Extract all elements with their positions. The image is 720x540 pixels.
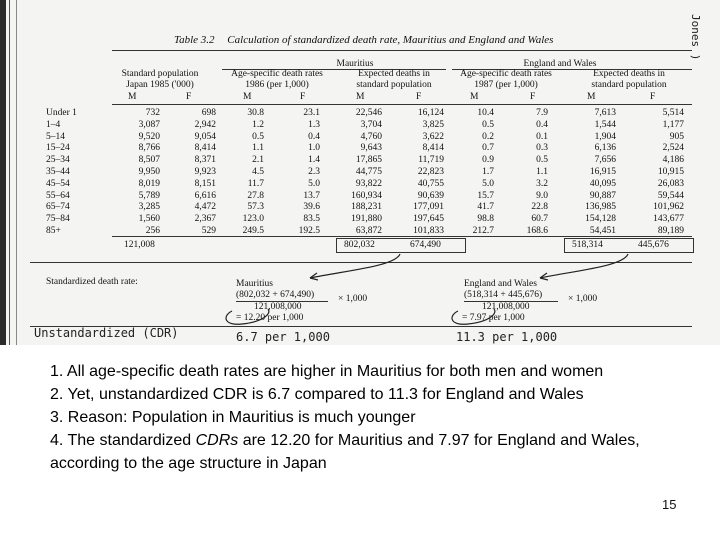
table-cell: 10,915: [657, 167, 684, 177]
table-cell: 2,942: [194, 119, 216, 130]
table-cell: 154,128: [585, 214, 616, 225]
table-cell: 40,095: [589, 178, 616, 189]
table-cell: 2,367: [194, 214, 216, 225]
table-cell: 732: [145, 108, 160, 118]
point-4-start: 4. The standardized: [50, 432, 196, 449]
col-m: M: [470, 92, 479, 102]
col-f: F: [300, 92, 306, 102]
point-2: 2. Yet, unstandardized CDR is 6.7 compared to 11.3 for England and Wales: [50, 386, 584, 403]
table-cell: 101,962: [653, 202, 684, 213]
table-cell: 6,616: [194, 190, 216, 201]
total-ew-m: 518,314: [572, 240, 603, 250]
total-maur-m: 802,032: [344, 240, 375, 250]
table-cell: 7.9: [536, 108, 548, 118]
table-cell: 44,775: [355, 167, 382, 177]
table-cell: 0.4: [308, 131, 320, 142]
col-m: M: [356, 92, 365, 102]
table-cell: 212.7: [472, 226, 494, 236]
row-age-label: 15–24: [46, 143, 70, 154]
row-age-label: 85+: [46, 226, 61, 236]
row-age-label: 5–14: [46, 131, 65, 142]
table-cell: 5.0: [482, 178, 494, 189]
table-cell: 0.5: [482, 119, 494, 130]
col-m: M: [128, 92, 137, 102]
header-ew-rates-1: Age-specific death rates: [460, 69, 552, 79]
row-age-label: 65–74: [46, 202, 70, 213]
table-cell: 8,019: [138, 178, 160, 189]
table-cell: 8,414: [194, 143, 216, 154]
ew-calc-name: England and Wales: [464, 279, 537, 289]
point-4: [50, 429, 700, 475]
table-cell: 1,177: [662, 119, 684, 130]
table-cell: 1.3: [308, 119, 320, 130]
table-cell: 26,083: [657, 178, 684, 189]
header-maur-expected-1: Expected deaths in: [358, 69, 430, 79]
maur-calc-name: Mauritius: [236, 279, 273, 289]
table-cell: 0.4: [536, 119, 548, 130]
table-cell: 4.5: [252, 167, 264, 177]
table-cell: 9,643: [360, 143, 382, 154]
table-cell: 23.1: [303, 108, 320, 118]
row-age-label: 55–64: [46, 190, 70, 201]
table-cell: 2,524: [662, 143, 684, 154]
table-cell: 2.1: [252, 155, 264, 166]
col-f: F: [186, 92, 192, 102]
header-mauritius: Mauritius: [336, 59, 374, 69]
table-cell: 9,054: [194, 131, 216, 142]
header-england-wales: England and Wales: [523, 59, 597, 69]
table-cell: 39.6: [303, 202, 320, 213]
table-cell: 10.4: [477, 108, 494, 118]
row-age-label: 1–4: [46, 119, 61, 130]
row-age-label: 35–44: [46, 167, 70, 177]
table-cell: 3,622: [422, 131, 444, 142]
point-4-end: are 12.20 for Mauritius and 7.97 for England and Wales, according to the age structure in Japan: [50, 432, 640, 472]
table-cell: 54,451: [589, 226, 616, 236]
table-cell: 1,560: [138, 214, 160, 225]
table-cell: 160,934: [351, 190, 382, 201]
table-cell: 16,915: [589, 167, 616, 177]
table-cell: 13.7: [303, 190, 320, 201]
table-cell: 143,677: [653, 214, 684, 225]
col-f: F: [650, 92, 656, 102]
maur-calc-result: = 12.20 per 1,000: [236, 313, 304, 323]
header-maur-rates-2: 1986 (per 1,000): [245, 80, 309, 90]
header-ew-expected-1: Expected deaths in: [593, 69, 665, 79]
row-age-label: 45–54: [46, 178, 70, 189]
table-cell: 5,514: [662, 108, 684, 118]
header-std-pop-1: Standard population: [121, 69, 199, 79]
handwritten-maur-cdr: 6.7 per 1,000: [236, 330, 330, 344]
col-f: F: [530, 92, 536, 102]
handwritten-margin-note: Jones ): [689, 14, 702, 61]
table-cell: 8,414: [422, 143, 444, 154]
table-cell: 192.5: [298, 226, 320, 236]
row-age-label: 25–34: [46, 155, 70, 166]
table-cell: 7,656: [594, 155, 616, 166]
col-m: M: [587, 92, 596, 102]
total-maur-f: 674,490: [410, 240, 441, 250]
sdr-label: Standardized death rate:: [46, 277, 138, 287]
table-cell: 3,825: [422, 119, 444, 130]
table-cell: 8,151: [194, 178, 216, 189]
table-cell: 3,087: [138, 119, 160, 130]
table-cell: 1.2: [252, 119, 264, 130]
table-cell: 1.0: [308, 143, 320, 154]
table-cell: 90,887: [589, 190, 616, 201]
table-cell: 698: [201, 108, 216, 118]
table-caption-text: Calculation of standardized death rate, Mauritius and England and Wales: [227, 34, 554, 46]
table-label: Table 3.2: [174, 34, 215, 46]
table-cell: 8,507: [138, 155, 160, 166]
table-cell: 11,719: [418, 155, 444, 166]
table-cell: 8,371: [194, 155, 216, 166]
ew-calc-result: = 7.97 per 1,000: [462, 313, 525, 323]
header-maur-rates-1: Age-specific death rates: [231, 69, 323, 79]
table-cell: 1,904: [594, 131, 616, 142]
table-cell: 0.3: [536, 143, 548, 154]
col-f: F: [416, 92, 422, 102]
table-cell: 177,091: [413, 202, 444, 213]
table-cell: 0.5: [252, 131, 264, 142]
table-cell: 101,833: [413, 226, 444, 236]
table-cell: 30.8: [247, 108, 264, 118]
table-cell: 4,760: [360, 131, 382, 142]
table-cell: 9,950: [138, 167, 160, 177]
table-cell: 256: [145, 226, 160, 236]
table-cell: 1.1: [536, 167, 548, 177]
col-m: M: [243, 92, 252, 102]
header-ew-expected-2: standard population: [591, 80, 667, 90]
header-maur-expected-2: standard population: [356, 80, 432, 90]
table-cell: 93,822: [355, 178, 382, 189]
table-cell: 9.0: [536, 190, 548, 201]
point-4-italic: CDRs: [195, 432, 239, 449]
table-cell: 40,755: [417, 178, 444, 189]
table-cell: 60.7: [531, 214, 548, 225]
row-age-label: 75–84: [46, 214, 70, 225]
point-3: 3. Reason: Population in Mauritius is much younger: [50, 409, 416, 426]
table-cell: 9,520: [138, 131, 160, 142]
table-cell: 0.5: [536, 155, 548, 166]
table-cell: 1,544: [594, 119, 616, 130]
table-cell: 1.7: [482, 167, 494, 177]
ew-calc-denominator: 121,008,000: [482, 302, 530, 312]
table-cell: 123.0: [242, 214, 264, 225]
table-cell: 0.1: [536, 131, 548, 142]
table-cell: 1.1: [252, 143, 264, 154]
table-cell: 529: [201, 226, 216, 236]
table-cell: 41.7: [477, 202, 494, 213]
table-cell: 5.0: [308, 178, 320, 189]
header-ew-rates-2: 1987 (per 1,000): [474, 80, 538, 90]
table-cell: 90,639: [417, 190, 444, 201]
table-cell: 27.8: [247, 190, 264, 201]
handwritten-ew-cdr: 11.3 per 1,000: [456, 330, 558, 344]
total-std-pop: 121,008: [124, 240, 155, 250]
table-cell: 168.6: [526, 226, 548, 236]
total-ew-f: 445,676: [638, 240, 669, 250]
maur-calc-numerator: (802,032 + 674,490): [236, 290, 315, 300]
table-cell: 1.4: [308, 155, 320, 166]
table-cell: 905: [669, 131, 684, 142]
table-cell: 0.2: [482, 131, 494, 142]
table-cell: 136,985: [585, 202, 616, 213]
table-cell: 9,923: [194, 167, 216, 177]
maur-calc-denominator: 121,008,000: [254, 302, 302, 312]
table-cell: 0.7: [482, 143, 494, 154]
table-cell: 17,865: [355, 155, 382, 166]
table-cell: 89,189: [657, 226, 684, 236]
table-cell: 7,613: [594, 108, 616, 118]
table-cell: 3,285: [138, 202, 160, 213]
table-cell: 57.3: [247, 202, 264, 213]
table-cell: 188,231: [351, 202, 382, 213]
table-cell: 0.9: [482, 155, 494, 166]
table-cell: 249.5: [242, 226, 264, 236]
handwritten-unstandardized-label: Unstandardized (CDR): [34, 326, 179, 340]
table-cell: 8,766: [138, 143, 160, 154]
table-cell: 3,704: [360, 119, 382, 130]
table-cell: 191,880: [351, 214, 382, 225]
table-cell: 22.8: [531, 202, 548, 213]
table-cell: 11.7: [247, 178, 264, 189]
table-cell: 5,789: [138, 190, 160, 201]
table-cell: 6,136: [594, 143, 616, 154]
maur-calc-times: × 1,000: [338, 294, 368, 304]
row-age-label: Under 1: [46, 108, 77, 118]
table-cell: 15.7: [477, 190, 494, 201]
key-points-list: [50, 360, 700, 475]
table-cell: 197,645: [413, 214, 444, 225]
page-number: 15: [662, 497, 677, 512]
table-cell: 83.5: [303, 214, 320, 225]
table-cell: 16,124: [417, 108, 444, 118]
point-1: 1. All age-specific death rates are higher in Mauritius for both men and women: [50, 363, 604, 380]
table-cell: 63,872: [355, 226, 382, 236]
header-std-pop-2: Japan 1985 ('000): [126, 80, 194, 90]
ew-calc-times: × 1,000: [568, 294, 598, 304]
table-cell: 4,186: [662, 155, 684, 166]
table-cell: 3.2: [536, 178, 548, 189]
ew-calc-numerator: (518,314 + 445,676): [464, 290, 543, 300]
table-cell: 59,544: [657, 190, 684, 201]
table-cell: 2.3: [308, 167, 320, 177]
table-cell: 22,823: [417, 167, 444, 177]
table-cell: 98.8: [477, 214, 494, 225]
table-cell: 22,546: [355, 108, 382, 118]
table-cell: 4,472: [194, 202, 216, 213]
